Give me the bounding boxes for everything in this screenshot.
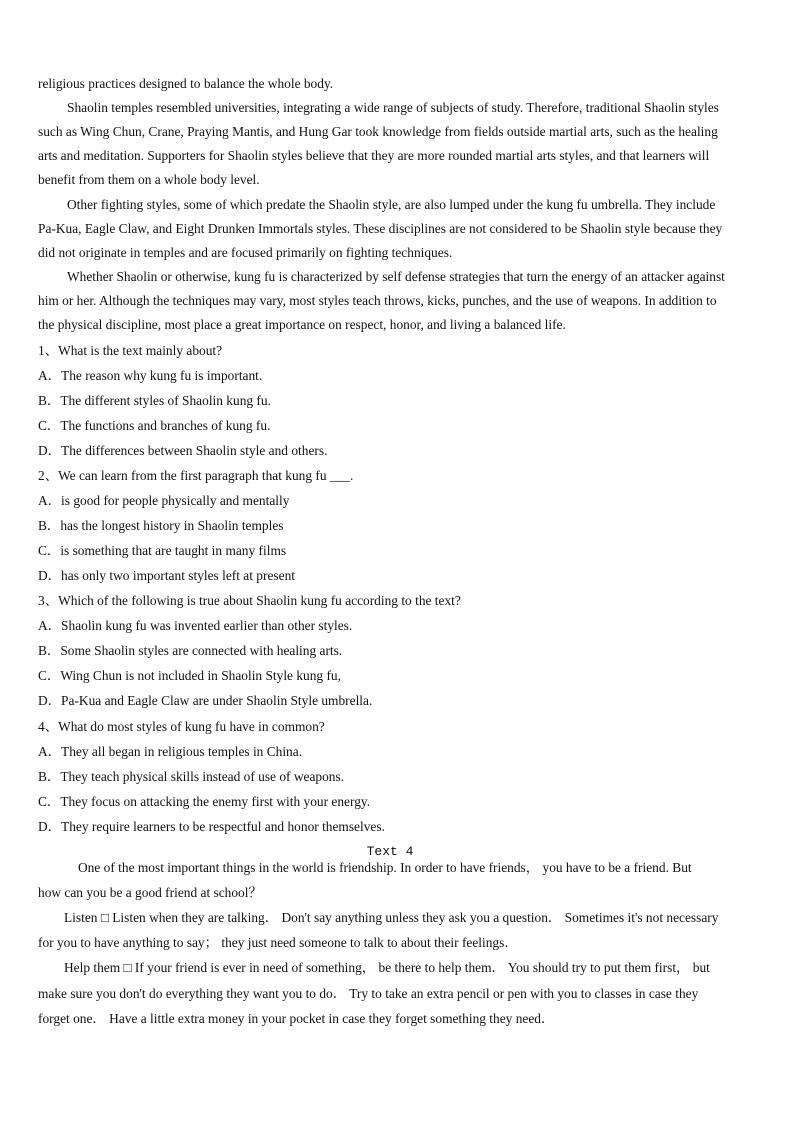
passage-line: Pa-Kua, Eagle Claw, and Eight Drunken Immortals styles. These disciplines are not considered to be Shaolin style because they [38,221,723,236]
passage-line: for you to have anything to say； they just need someone to talk to about their feelings． [38,935,518,950]
passage-line: such as Wing Chun, Crane, Praying Mantis, and Hung Gar took knowledge from fields outside martial arts, such as the healing [38,124,718,139]
passage-line: One of the most important things in the world is friendship. In order to have friends， you have to be a friend. But [78,860,692,875]
passage-line: Other fighting styles, some of which predate the Shaolin style, are also lumped under the kung fu umbrella. They include [67,197,716,212]
passage-line: did not originate in temples and are focused primarily on fighting techniques. [38,245,453,260]
answer-option: D．They require learners to be respectful and honor themselves. [38,819,385,834]
answer-option: B．Some Shaolin styles are connected with healing arts. [38,643,343,658]
answer-option: C．They focus on attacking the enemy first with your energy. [38,794,371,809]
passage-line: Help them □ If your friend is ever in need of something， be there to help them． You should try to put them first， but [64,960,710,975]
passage-line: Shaolin temples resembled universities, integrating a wide range of subjects of study. Therefore, traditional Shaolin styles [67,100,719,115]
answer-option: A．Shaolin kung fu was invented earlier than other styles. [38,618,353,633]
passage-line: the physical discipline, most place a great importance on respect, honor, and living a balanced life. [38,317,566,332]
question-stem: 4、What do most styles of kung fu have in common? [38,719,325,734]
answer-option: B．The different styles of Shaolin kung fu. [38,393,271,408]
passage-line: Whether Shaolin or otherwise, kung fu is characterized by self defense strategies that turn the energy of an attacker against [67,269,725,284]
answer-option: B．They teach physical skills instead of use of weapons. [38,769,345,784]
passage-line: arts and meditation. Supporters for Shaolin styles believe that they are more rounded martial arts styles, and that learners will [38,148,710,163]
answer-option: C．Wing Chun is not included in Shaolin Style kung fu, [38,668,341,683]
passage-line: benefit from them on a whole body level. [38,172,260,187]
question-stem: 1、What is the text mainly about? [38,343,223,358]
passage-line: forget one． Have a little extra money in your pocket in case they forget something they need． [38,1011,555,1026]
answer-option: C．The functions and branches of kung fu. [38,418,271,433]
passage-line: make sure you don't do everything they want you to do． Try to take an extra pencil or pen with you to classes in case they [38,986,699,1001]
answer-option: A．The reason why kung fu is important. [38,368,263,383]
answer-option: A．is good for people physically and mentally [38,493,290,508]
answer-option: D．Pa-Kua and Eagle Claw are under Shaolin Style umbrella. [38,693,373,708]
answer-option: D．The differences between Shaolin style and others. [38,443,328,458]
passage-line: him or her. Although the techniques may vary, most styles teach throws, kicks, punches, and the use of weapons. In addition to [38,293,717,308]
question-stem: 2、We can learn from the first paragraph that kung fu ___. [38,468,354,483]
passage-line: how can you be a good friend at school？ [38,885,262,900]
answer-option: B．has the longest history in Shaolin temples [38,518,284,533]
question-stem: 3、Which of the following is true about Shaolin kung fu according to the text? [38,593,461,608]
answer-option: D．has only two important styles left at present [38,568,295,583]
passage-line: Listen □ Listen when they are talking． Don't say anything unless they ask you a question． Sometimes it's not necessary [64,910,719,925]
section-title: Text 4 [366,844,414,859]
passage-line: religious practices designed to balance the whole body. [38,76,334,91]
answer-option: A．They all began in religious temples in China. [38,744,303,759]
answer-option: C．is something that are taught in many films [38,543,287,558]
